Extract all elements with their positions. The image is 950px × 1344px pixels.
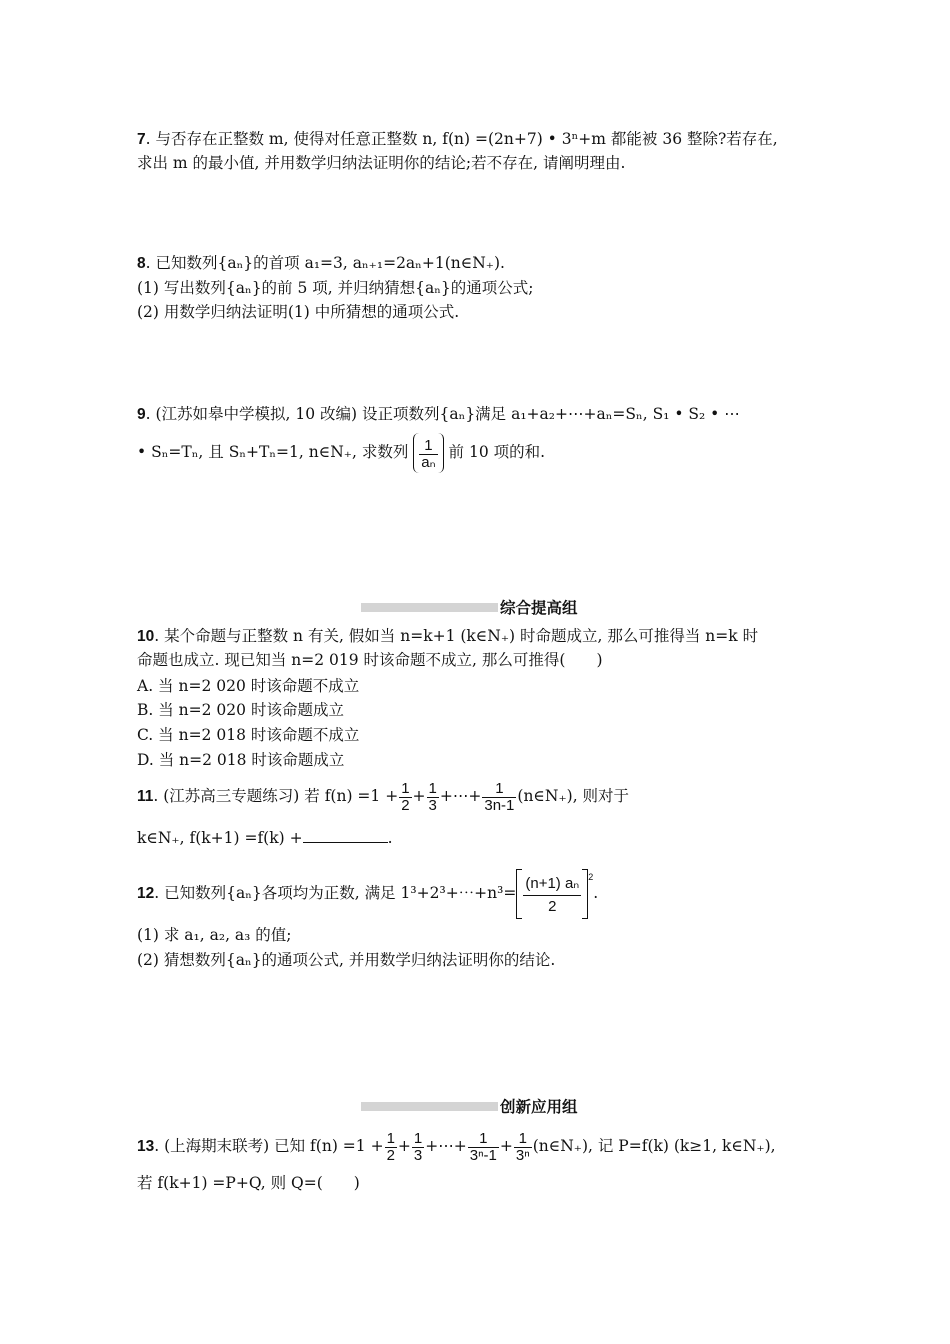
section-title: 综合提高组 — [500, 598, 578, 617]
fraction-numerator: 1 — [413, 1129, 423, 1147]
fraction — [385, 1131, 397, 1164]
question-text: 前 10 项的和. — [448, 443, 546, 461]
fraction-numerator: 1 — [424, 436, 433, 454]
fraction-denominator: 3ⁿ — [515, 1146, 530, 1164]
fraction-numerator: 1 — [401, 779, 410, 797]
fraction-denominator: 2 — [523, 895, 581, 918]
option-c: C. 当 n=2 018 时该命题不成立 — [137, 726, 360, 744]
fraction — [419, 438, 437, 471]
question-number: 13 — [137, 1138, 155, 1155]
fraction-numerator: 1 — [495, 779, 504, 797]
fraction-denominator: 3 — [428, 796, 437, 814]
question-11-line-2 — [137, 828, 393, 848]
exponent: 2 — [588, 872, 594, 882]
question-7-line-2: 求出 m 的最小值, 并用数学归纳法证明你的结论;若不存在, 请阐明理由. — [137, 154, 626, 172]
question-number: 12 — [137, 885, 155, 902]
question-12-part-1: (1) 求 a₁, a₂, a₃ 的值; — [137, 926, 292, 944]
question-text: (n∈N₊), 则对于 — [517, 787, 630, 805]
question-number: 11 — [137, 788, 154, 805]
fraction — [412, 1131, 424, 1164]
question-text: • Sₙ=Tₙ, 且 Sₙ+Tₙ=1, n∈N₊, 求数列 — [137, 443, 409, 461]
fraction — [523, 873, 581, 918]
question-number: 7 — [137, 131, 146, 148]
question-8-line-1 — [137, 253, 505, 274]
question-12-line-1 — [137, 852, 598, 919]
question-text: (n∈N₊), 记 P=f(k) (k≥1, k∈N₊), — [532, 1137, 776, 1155]
question-text: . 已知数列{aₙ}的首项 a₁=3, aₙ₊₁=2aₙ+1(n∈N₊). — [145, 254, 505, 272]
question-number: 9 — [137, 406, 146, 423]
question-text: k∈N₊, f(k+1) =f(k) + — [137, 829, 303, 847]
question-9-line-2 — [137, 432, 545, 473]
ellipsis-sum: +⋯+ — [425, 1137, 467, 1155]
question-number: 8 — [137, 255, 146, 272]
question-13-line-1: 13. (上海期末联考) 已知 f(n) =1 + $\frac{1}{2}$ + $\frac{1}{3}$ +⋯+ $\frac{1}{\text{3ⁿ-1}}$ + $\frac{1}{\text{3ⁿ}}$ (n∈N₊), 记 P=f(k) (k≥1, k∈N₊), — [137, 1129, 776, 1164]
question-11-line-1: 11. (江苏高三专题练习) 若 f(n) =1 + $\frac{1}{2}$ + $\frac{1}{3}$ +⋯+ $\frac{1}{3n-1}$ (n∈N₊), 则对于 — [137, 779, 630, 814]
question-10-line-1 — [137, 626, 758, 647]
fraction-denominator: 3 — [413, 1146, 423, 1164]
question-8-part-1: (1) 写出数列{aₙ}的前 5 项, 并归纳猜想{aₙ}的通项公式; — [137, 279, 534, 297]
fraction — [468, 1131, 499, 1164]
question-7-line-1 — [137, 129, 778, 150]
question-9-line-1 — [137, 404, 740, 425]
question-text: . 与否存在正整数 m, 使得对任意正整数 n, f(n) =(2n+7) • 3ⁿ+m 都能被 36 整除?若存在, — [145, 130, 778, 148]
question-text: . (上海期末联考) 已知 f(n) =1 + — [154, 1137, 384, 1155]
fraction-denominator: 3ⁿ-1 — [469, 1146, 497, 1164]
fraction — [399, 781, 411, 814]
question-8-part-2: (2) 用数学归纳法证明(1) 中所猜想的通项公式. — [137, 303, 460, 321]
ellipsis-sum: +⋯+ — [439, 787, 482, 805]
question-text: . (江苏高三专题练习) 若 f(n) =1 + — [153, 787, 399, 805]
question-13-line-2: 若 f(k+1) =P+Q, 则 Q=( ) — [137, 1174, 360, 1192]
fraction — [482, 781, 516, 814]
section-title: 创新应用组 — [500, 1097, 578, 1116]
square-bracket — [516, 869, 588, 919]
question-10-line-2: 命题也成立. 现已知当 n=2 019 时该命题不成立, 那么可推得( ) — [137, 651, 603, 669]
option-d: D. 当 n=2 018 时该命题成立 — [137, 751, 345, 769]
period: . — [387, 829, 393, 847]
fraction-numerator: 1 — [518, 1129, 527, 1147]
question-number: 10 — [137, 628, 155, 645]
fraction-numerator: 1 — [428, 779, 437, 797]
section-header-innovative — [0, 1097, 950, 1117]
option-a: A. 当 n=2 020 时该命题不成立 — [137, 677, 360, 695]
fraction — [514, 1131, 532, 1164]
fraction-denominator: 3n-1 — [484, 796, 515, 814]
fraction — [427, 781, 439, 814]
section-header-bar — [361, 1102, 498, 1111]
section-header-bar — [361, 603, 498, 612]
option-b: B. 当 n=2 020 时该命题成立 — [137, 701, 344, 719]
question-text: . 某个命题与正整数 n 有关, 假如当 n=k+1 (k∈N₊) 时命题成立, 那么可推得当 n=k 时 — [154, 627, 759, 645]
fraction-numerator: (n+1) aₙ — [525, 874, 580, 892]
question-text: . (江苏如皋中学模拟, 10 改编) 设正项数列{aₙ}满足 a₁+a₂+⋯+aₙ=Sₙ, S₁ • S₂ • ⋯ — [145, 405, 740, 423]
fraction-numerator: 1 — [386, 1129, 395, 1147]
fraction-denominator: aₙ — [421, 453, 436, 471]
sequence-brace — [413, 433, 443, 473]
question-12-part-2: (2) 猜想数列{aₙ}的通项公式, 并用数学归纳法证明你的结论. — [137, 951, 556, 969]
period: . — [593, 884, 599, 902]
fraction-numerator: 1 — [479, 1129, 488, 1147]
fraction-denominator: 2 — [386, 1146, 395, 1164]
question-text: . 已知数列{aₙ}各项均为正数, 满足 1³+2³+⋯+n³= — [154, 884, 517, 902]
answer-blank[interactable] — [303, 828, 388, 843]
fraction-denominator: 2 — [401, 796, 410, 814]
section-header-comprehensive — [0, 598, 950, 618]
